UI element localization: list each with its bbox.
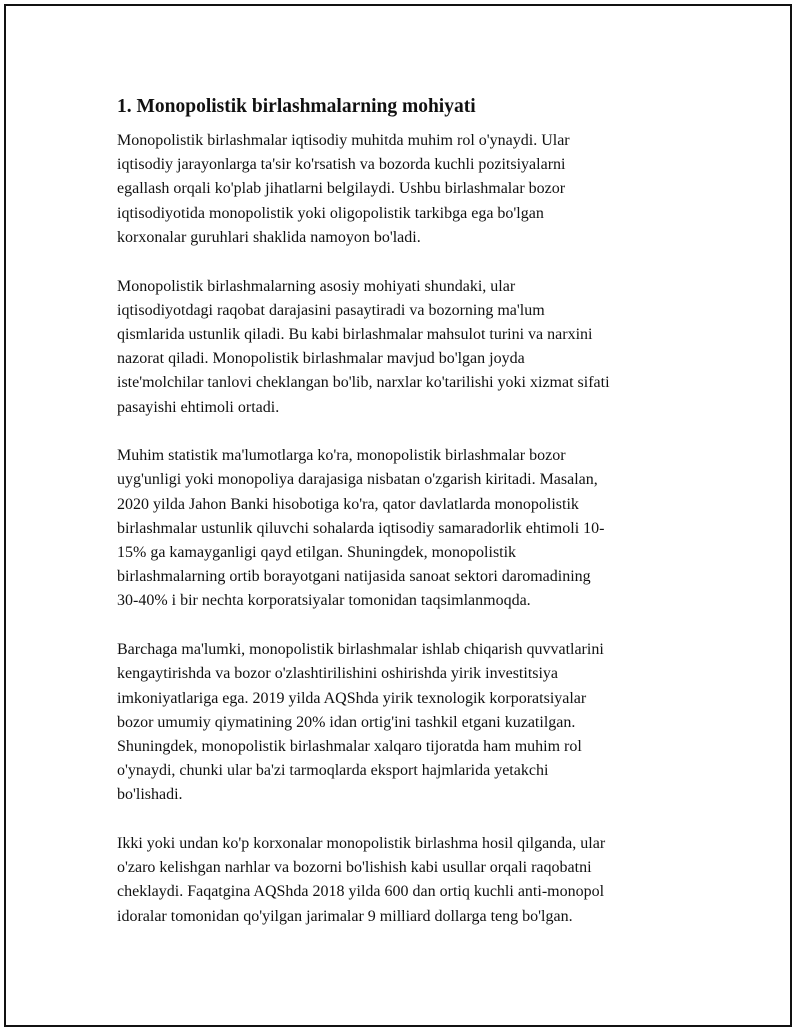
paragraph-line: iqtisodiy jarayonlarga ta'sir ko'rsatish va bozorda kuchli pozitsiyalarni [117,156,566,174]
paragraph-1 [117,129,687,250]
paragraph-line: bo'lishadi. [117,786,183,804]
paragraph-line: Monopolistik birlashmalarning asosiy mohiyati shundaki, ular [117,277,516,295]
paragraph-line: Monopolistik birlashmalar iqtisodiy muhitda muhim rol o'ynaydi. Ular [117,132,570,149]
paragraph-line: qismlarida ustunlik qiladi. Bu kabi birlashmalar mahsulot turini va narxini [117,325,593,343]
document-title: 1. Monopolistik birlashmalarning mohiyati [117,96,476,117]
paragraph-line: Muhim statistik ma'lumotlarga ko'ra, monopolistik birlashmalar bozor [117,447,566,465]
paragraph-line: 30-40% i bir nechta korporatsiyalar tomonidan taqsimlanmoqda. [117,592,531,610]
paragraph-line: birlashmalarning ortib borayotgani natijasida sanoat sektori daromadining [117,568,591,586]
paragraph-line: idoralar tomonidan qo'yilgan jarimalar 9 milliard dollarga teng bo'lgan. [117,907,573,925]
document-body [117,93,687,953]
paragraph-line: egallash orqali ko'plab jihatlarni belgilaydi. Ushbu birlashmalar bozor [117,180,566,198]
paragraph-line: nazorat qiladi. Monopolistik birlashmalar mavjud bo'lgan joyda [117,350,525,368]
paragraph-line: iqtisodiyotdagi raqobat darajasini pasaytiradi va bozorning ma'lum [117,301,545,319]
paragraph-line: Ikki yoki undan ko'p korxonalar monopolistik birlashma hosil qilganda, ular [117,835,606,853]
paragraph-line: bozor umumiy qiymatining 20% idan ortig'ini tashkil etgani kuzatilgan. [117,713,576,731]
paragraph-line: iqtisodiyotida monopolistik yoki oligopolistik tarkibga ega bo'lgan [117,204,544,222]
paragraph-line: 15% ga kamayganligi qayd etilgan. Shuningdek, monopolistik [117,544,517,562]
paragraph-line: o'ynaydi, chunki ular ba'zi tarmoqlarda eksport hajmlarida yetakchi [117,762,549,780]
paragraph-line: o'zaro kelishgan narhlar va bozorni bo'lishish kabi usullar orqali raqobatni [117,859,592,877]
paragraph-line: kengaytirishda va bozor o'zlashtirilishini oshirishda yirik investitsiya [117,665,559,683]
paragraph-line: birlashmalar ustunlik qiluvchi sohalarda iqtisodiy samaradorlik ehtimoli 10- [117,519,605,537]
paragraph-line: pasayishi ehtimoli ortadi. [117,398,280,416]
paragraph-line: cheklaydi. Faqatgina AQShda 2018 yilda 600 dan ortiq kuchli anti-monopol [117,883,605,901]
paragraph-2 [117,275,687,420]
paragraph-line: imkoniyatlariga ega. 2019 yilda AQShda yirik texnologik korporatsiyalar [117,689,587,707]
paragraph-5 [117,832,687,929]
paragraph-line: Barchaga ma'lumki, monopolistik birlashmalar ishlab chiqarish quvvatlarini [117,641,604,659]
paragraph-line: uyg'unligi yoki monopoliya darajasiga nisbatan o'zgarish kiritadi. Masalan, [117,471,598,489]
paragraph-line: 2020 yilda Jahon Banki hisobotiga ko'ra, qator davlatlarda monopolistik [117,495,579,513]
paragraph-line: iste'molchilar tanlovi cheklangan bo'lib, narxlar ko'tarilishi yoki xizmat sifati [117,374,610,392]
paragraph-line: korxonalar guruhlari shaklida namoyon bo'ladi. [117,228,421,246]
paragraph-line: Shuningdek, monopolistik birlashmalar xalqaro tijoratda ham muhim rol [117,737,582,755]
paragraph-3 [117,444,687,613]
paragraph-4 [117,638,687,807]
